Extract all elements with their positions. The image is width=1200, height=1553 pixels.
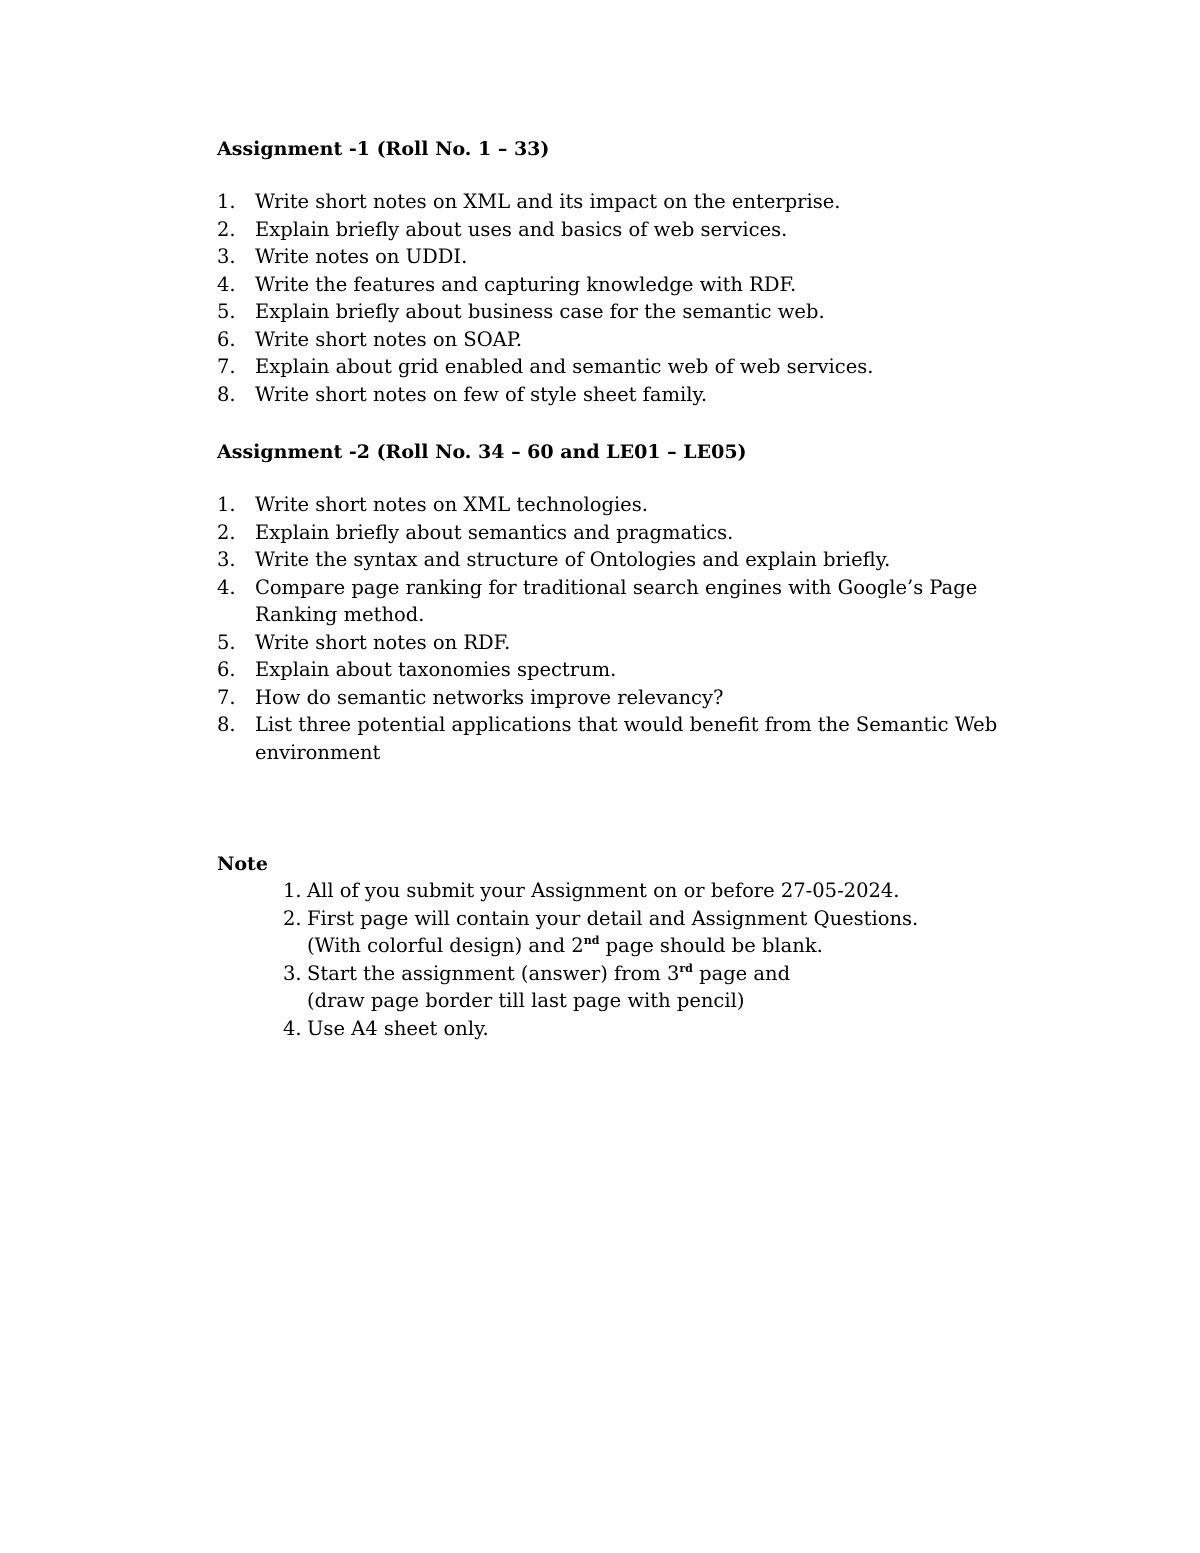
- list-item-text: How do semantic networks improve relevancy?: [255, 685, 724, 709]
- assignment-1-heading: Assignment -1 (Roll No. 1 – 33): [217, 138, 550, 160]
- list-item: [217, 629, 1007, 657]
- list-item-number: 6.: [217, 658, 236, 681]
- list-item-number: 4.: [217, 272, 236, 296]
- list-item-text: Explain briefly about uses and basics of web services.: [255, 217, 788, 241]
- list-item-text: Explain briefly about business case for the semantic web.: [255, 300, 825, 323]
- list-item: [217, 188, 1007, 216]
- list-item-number: 1.: [217, 493, 236, 516]
- ordinal-suffix: nd: [583, 934, 600, 947]
- list-item: [217, 243, 1007, 271]
- list-item-number: 8.: [217, 713, 236, 736]
- list-item: [283, 960, 1003, 1015]
- text-segment: (With colorful design) and 2: [307, 934, 584, 957]
- list-item-text: Explain about grid enabled and semantic web of web services.: [255, 355, 874, 378]
- list-item: [217, 353, 1007, 381]
- list-item-number: 2.: [283, 906, 302, 930]
- list-item: [217, 711, 1007, 766]
- list-item-text: All of you submit your Assignment on or before 27-05-2024.: [307, 879, 900, 902]
- list-item: [217, 574, 1007, 629]
- list-item: [283, 1015, 1003, 1043]
- list-item-text: First page will contain your detail and Assignment Questions.: [307, 906, 919, 930]
- list-item-text: Explain briefly about semantics and pragmatics.: [255, 520, 734, 544]
- list-item-number: 5.: [217, 300, 236, 323]
- list-item-text: List three potential applications that would benefit from the Semantic Web environment: [255, 713, 998, 764]
- list-item-text: Use A4 sheet only.: [307, 1016, 489, 1040]
- list-item-text: Write short notes on XML and its impact on the enterprise.: [255, 190, 841, 213]
- list-item-number: 4.: [283, 1016, 302, 1040]
- list-item-text: Write the syntax and structure of Ontologies and explain briefly.: [255, 548, 891, 571]
- list-item-number: 1.: [217, 190, 236, 213]
- list-item: [283, 877, 1003, 905]
- note-heading: Note: [217, 853, 268, 875]
- list-item-number: 8.: [217, 382, 236, 406]
- list-item: [217, 216, 1007, 244]
- list-item-number: 3.: [283, 961, 302, 985]
- list-item: [217, 519, 1007, 547]
- list-item-text: Compare page ranking for traditional search engines with Google’s Page Ranking method.: [255, 575, 978, 626]
- list-item-text: Write the features and capturing knowledge with RDF.: [255, 272, 797, 296]
- list-item-number: 5.: [217, 630, 236, 654]
- assignment-2-question-list: [217, 491, 1007, 766]
- list-item: [217, 546, 1007, 574]
- list-item-number: 3.: [217, 245, 236, 268]
- text-segment: page should be blank.: [599, 934, 823, 957]
- list-item-text: Write notes on UDDI.: [255, 245, 468, 268]
- list-item: [217, 271, 1007, 299]
- list-item: [217, 656, 1007, 684]
- list-item-number: 4.: [217, 575, 236, 599]
- ordinal-suffix: rd: [679, 961, 693, 975]
- list-item-number: 6.: [217, 327, 236, 351]
- list-item: [217, 326, 1007, 354]
- assignment-2-heading: Assignment -2 (Roll No. 34 – 60 and LE01 – LE05): [217, 441, 747, 463]
- list-item-number: 7.: [217, 355, 236, 378]
- list-item-number: 2.: [217, 217, 236, 241]
- assignment-1-question-list: [217, 188, 1007, 408]
- list-item: [217, 491, 1007, 519]
- list-item: [217, 381, 1007, 409]
- note-list: [283, 877, 1003, 1042]
- list-item-continuation: (draw page border till last page with pencil): [307, 989, 745, 1012]
- list-item-number: 7.: [217, 685, 236, 709]
- list-item-text: Write short notes on RDF.: [255, 630, 511, 654]
- list-item: [217, 684, 1007, 712]
- list-item-text: Write short notes on XML technologies.: [255, 493, 648, 516]
- list-item: [217, 298, 1007, 326]
- list-item-number: 3.: [217, 548, 236, 571]
- list-item-text: Write short notes on few of style sheet family.: [255, 382, 708, 406]
- list-item-text: Explain about taxonomies spectrum.: [255, 658, 617, 681]
- list-item: [283, 905, 1003, 960]
- text-segment: page and: [692, 961, 791, 985]
- list-item-text: Write short notes on SOAP.: [255, 327, 523, 351]
- list-item-text: [307, 960, 1003, 988]
- list-item-continuation: [307, 932, 1003, 960]
- list-item-number: 2.: [217, 520, 236, 544]
- list-item-number: 1.: [283, 879, 302, 902]
- text-segment: Start the assignment (answer) from 3: [307, 961, 680, 985]
